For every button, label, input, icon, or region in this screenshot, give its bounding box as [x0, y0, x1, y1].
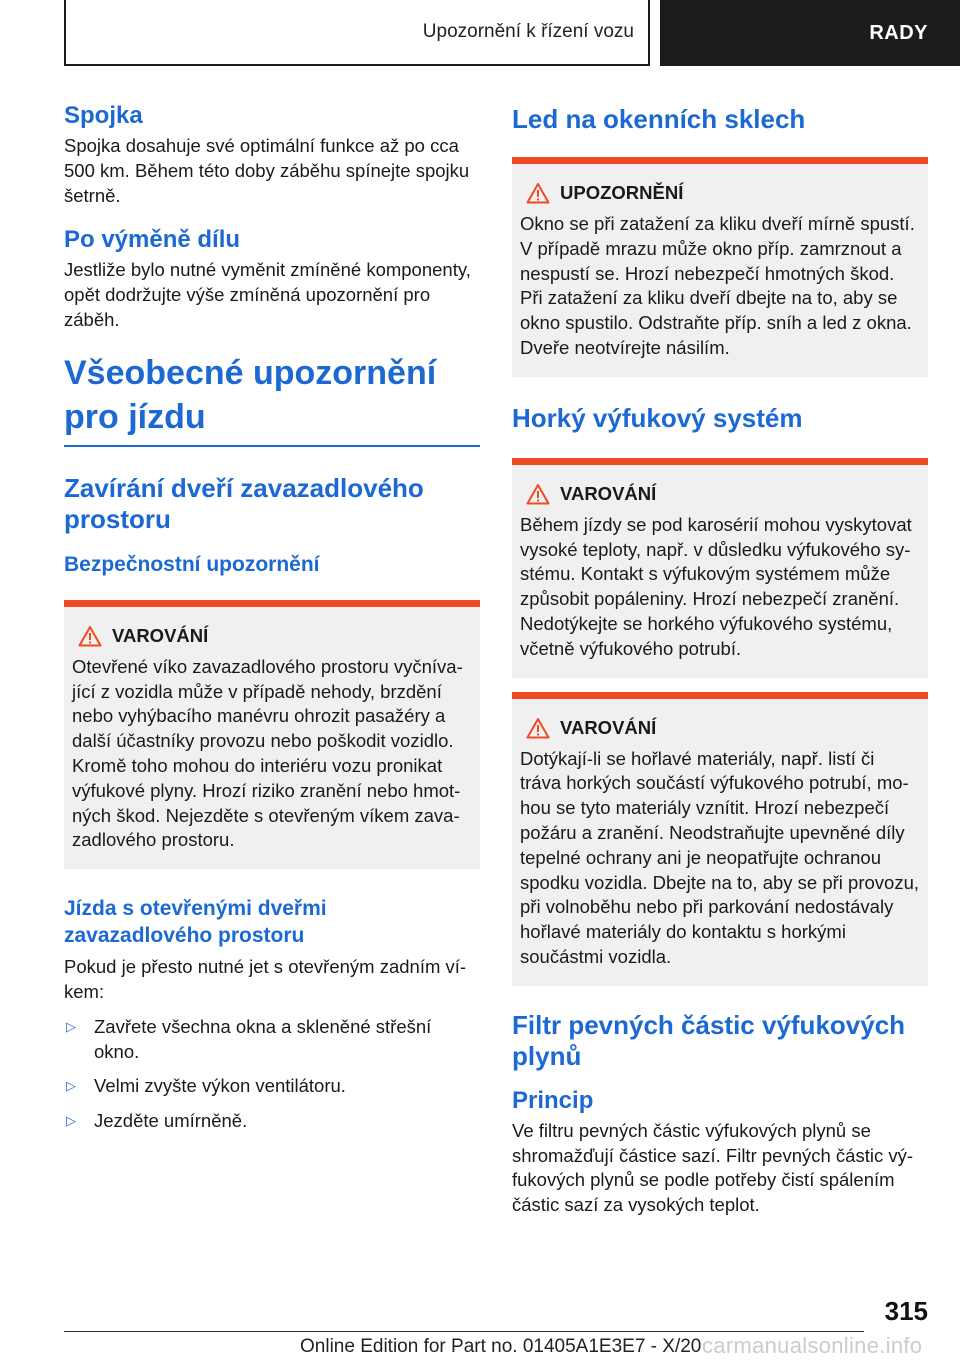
warning-text: Dotýkají-li se hořlavé materiály, např. listí či tráva horkých součástí výfukového potrubí, mohou se tyto materiály vznítit. Hrozí nebezpečí požáru a zranění. Neodstraňujte upevněné díly tepelné ochrany ani je neopatřujte ochranou spodku vozidla. Dbejte na to, aby se při provozu, při volnoběhu nebo při parkování nedostávaly hořlavé materiály do kontaktu s horkými součástmi vozidla.	[520, 747, 920, 967]
heading-princip: Princip	[512, 1086, 594, 1114]
warning-box-exhaust-2	[512, 692, 928, 986]
heading-filtr: Filtr pevných částic výfukových plynů	[512, 1009, 906, 1071]
heading-main: Všeobecné upozornění pro jízdu	[64, 351, 480, 447]
warning-text: Během jízdy se pod karosérií mohou vyskytovat vysoké teploty, např. v důsledku výfukového systému. Kontakt s výfukovým systémem může způsobit popáleniny. Hrozí nebezpečí zranění. Nedotýkejte se horkého výfukového systému, včetně výfukového potrubí.	[520, 513, 912, 659]
warning-title-text: VAROVÁNÍ	[560, 482, 657, 504]
section-label: RADY	[660, 0, 960, 66]
list-item	[64, 1109, 480, 1134]
warning-title	[520, 180, 920, 206]
list-item-text: Zavřete všechna okna a skleněné střešní okno.	[94, 1015, 432, 1062]
warning-title-text: VAROVÁNÍ	[112, 624, 209, 646]
heading-vyfuk: Horký výfukový systém	[512, 402, 803, 433]
warning-title	[520, 481, 920, 507]
warning-box-trunk	[64, 600, 480, 869]
triangle-bullet-icon: ▷	[66, 1018, 76, 1034]
page-header	[0, 0, 960, 66]
paragraph-jizda: Pokud je přesto nutné jet s otevřeným zadním víkem:	[64, 956, 467, 1002]
heading-po-vymene: Po výměně dílu	[64, 226, 241, 254]
notice-box-ice	[512, 157, 928, 377]
warning-title-text: VAROVÁNÍ	[560, 716, 657, 738]
list-item	[64, 1015, 480, 1065]
heading-jizda: Jízda s otevřenými dveřmi zavazadlového prostoru	[64, 897, 327, 948]
warning-triangle-icon	[520, 481, 560, 507]
paragraph-princip: Ve filtru pevných částic výfukových plynů se shromažďují částice sazí. Filtr pevných částic výfukových plynů se podle potřeby čistí spálením částic sazí za vysokých teplot.	[512, 1119, 914, 1216]
chapter-title: Upozornění k řízení vozu	[64, 0, 650, 66]
warning-title	[72, 623, 472, 649]
paragraph-spojka: Spojka dosahuje své optimální funkce až po cca 500 km. Během této doby záběhu spínejte spojku šetrně.	[64, 135, 470, 206]
list-item-text: Jezděte umírněně.	[94, 1110, 248, 1132]
warning-title-text: UPOZORNĚNÍ	[560, 182, 684, 203]
paragraph-po-vymene: Jestliže bylo nutné vyměnit zmíněné komponenty, opět dodržujte výše zmíněná upozornění pro záběh.	[64, 259, 471, 330]
triangle-bullet-icon: ▷	[66, 1113, 76, 1129]
heading-spojka: Spojka	[64, 102, 143, 129]
list-item	[64, 1074, 480, 1099]
warning-text: Okno se při zatažení za kliku dveří mírně spustí. V případě mrazu může okno příp. zamrznout a nespustí se. Hrozí nebezpečí hmotných škod. Při zatažení za kliku dveří dbejte na to, aby se okno spustilo. Odstraňte příp. sníh a led z okna. Dveře neotvírejte násilím.	[520, 213, 915, 358]
warning-triangle-icon	[520, 180, 560, 206]
heading-bezpecnost: Bezpečnostní upozornění	[64, 552, 320, 576]
heading-zavirani: Zavírání dveří zavazadlového prostoru	[64, 472, 424, 534]
warning-title	[520, 715, 920, 741]
list-item-text: Velmi zvyšte výkon ventilátoru.	[94, 1075, 346, 1097]
page-number: 315	[884, 1296, 928, 1326]
triangle-bullet-icon: ▷	[66, 1078, 76, 1094]
right-column	[512, 96, 928, 1218]
warning-triangle-icon	[520, 715, 560, 741]
heading-led: Led na okenních sklech	[512, 104, 806, 134]
left-column	[64, 96, 480, 1134]
footer-edition: Online Edition for Part no. 01405A1E3E7 - X/20	[300, 1336, 702, 1357]
footer-divider	[64, 1331, 864, 1332]
warning-triangle-icon	[72, 623, 112, 649]
watermark: carmanualsonline.info	[702, 1333, 923, 1358]
warning-text: Otevřené víko zavazadlového prostoru vyčnívající z vozidla může v případě nehody, brzdění nebo vyhýbacího manévru ohrozit pasažéry a další účastníky provozu nebo poškodit vozidlo. Kromě toho mohou do interiéru vozu pronikat výfukové plyny. Hrozí riziko zranění nebo hmotných škod. Nejezděte s otevřeným víkem zavazadlového prostoru.	[72, 655, 463, 851]
warning-box-exhaust-1	[512, 458, 928, 678]
